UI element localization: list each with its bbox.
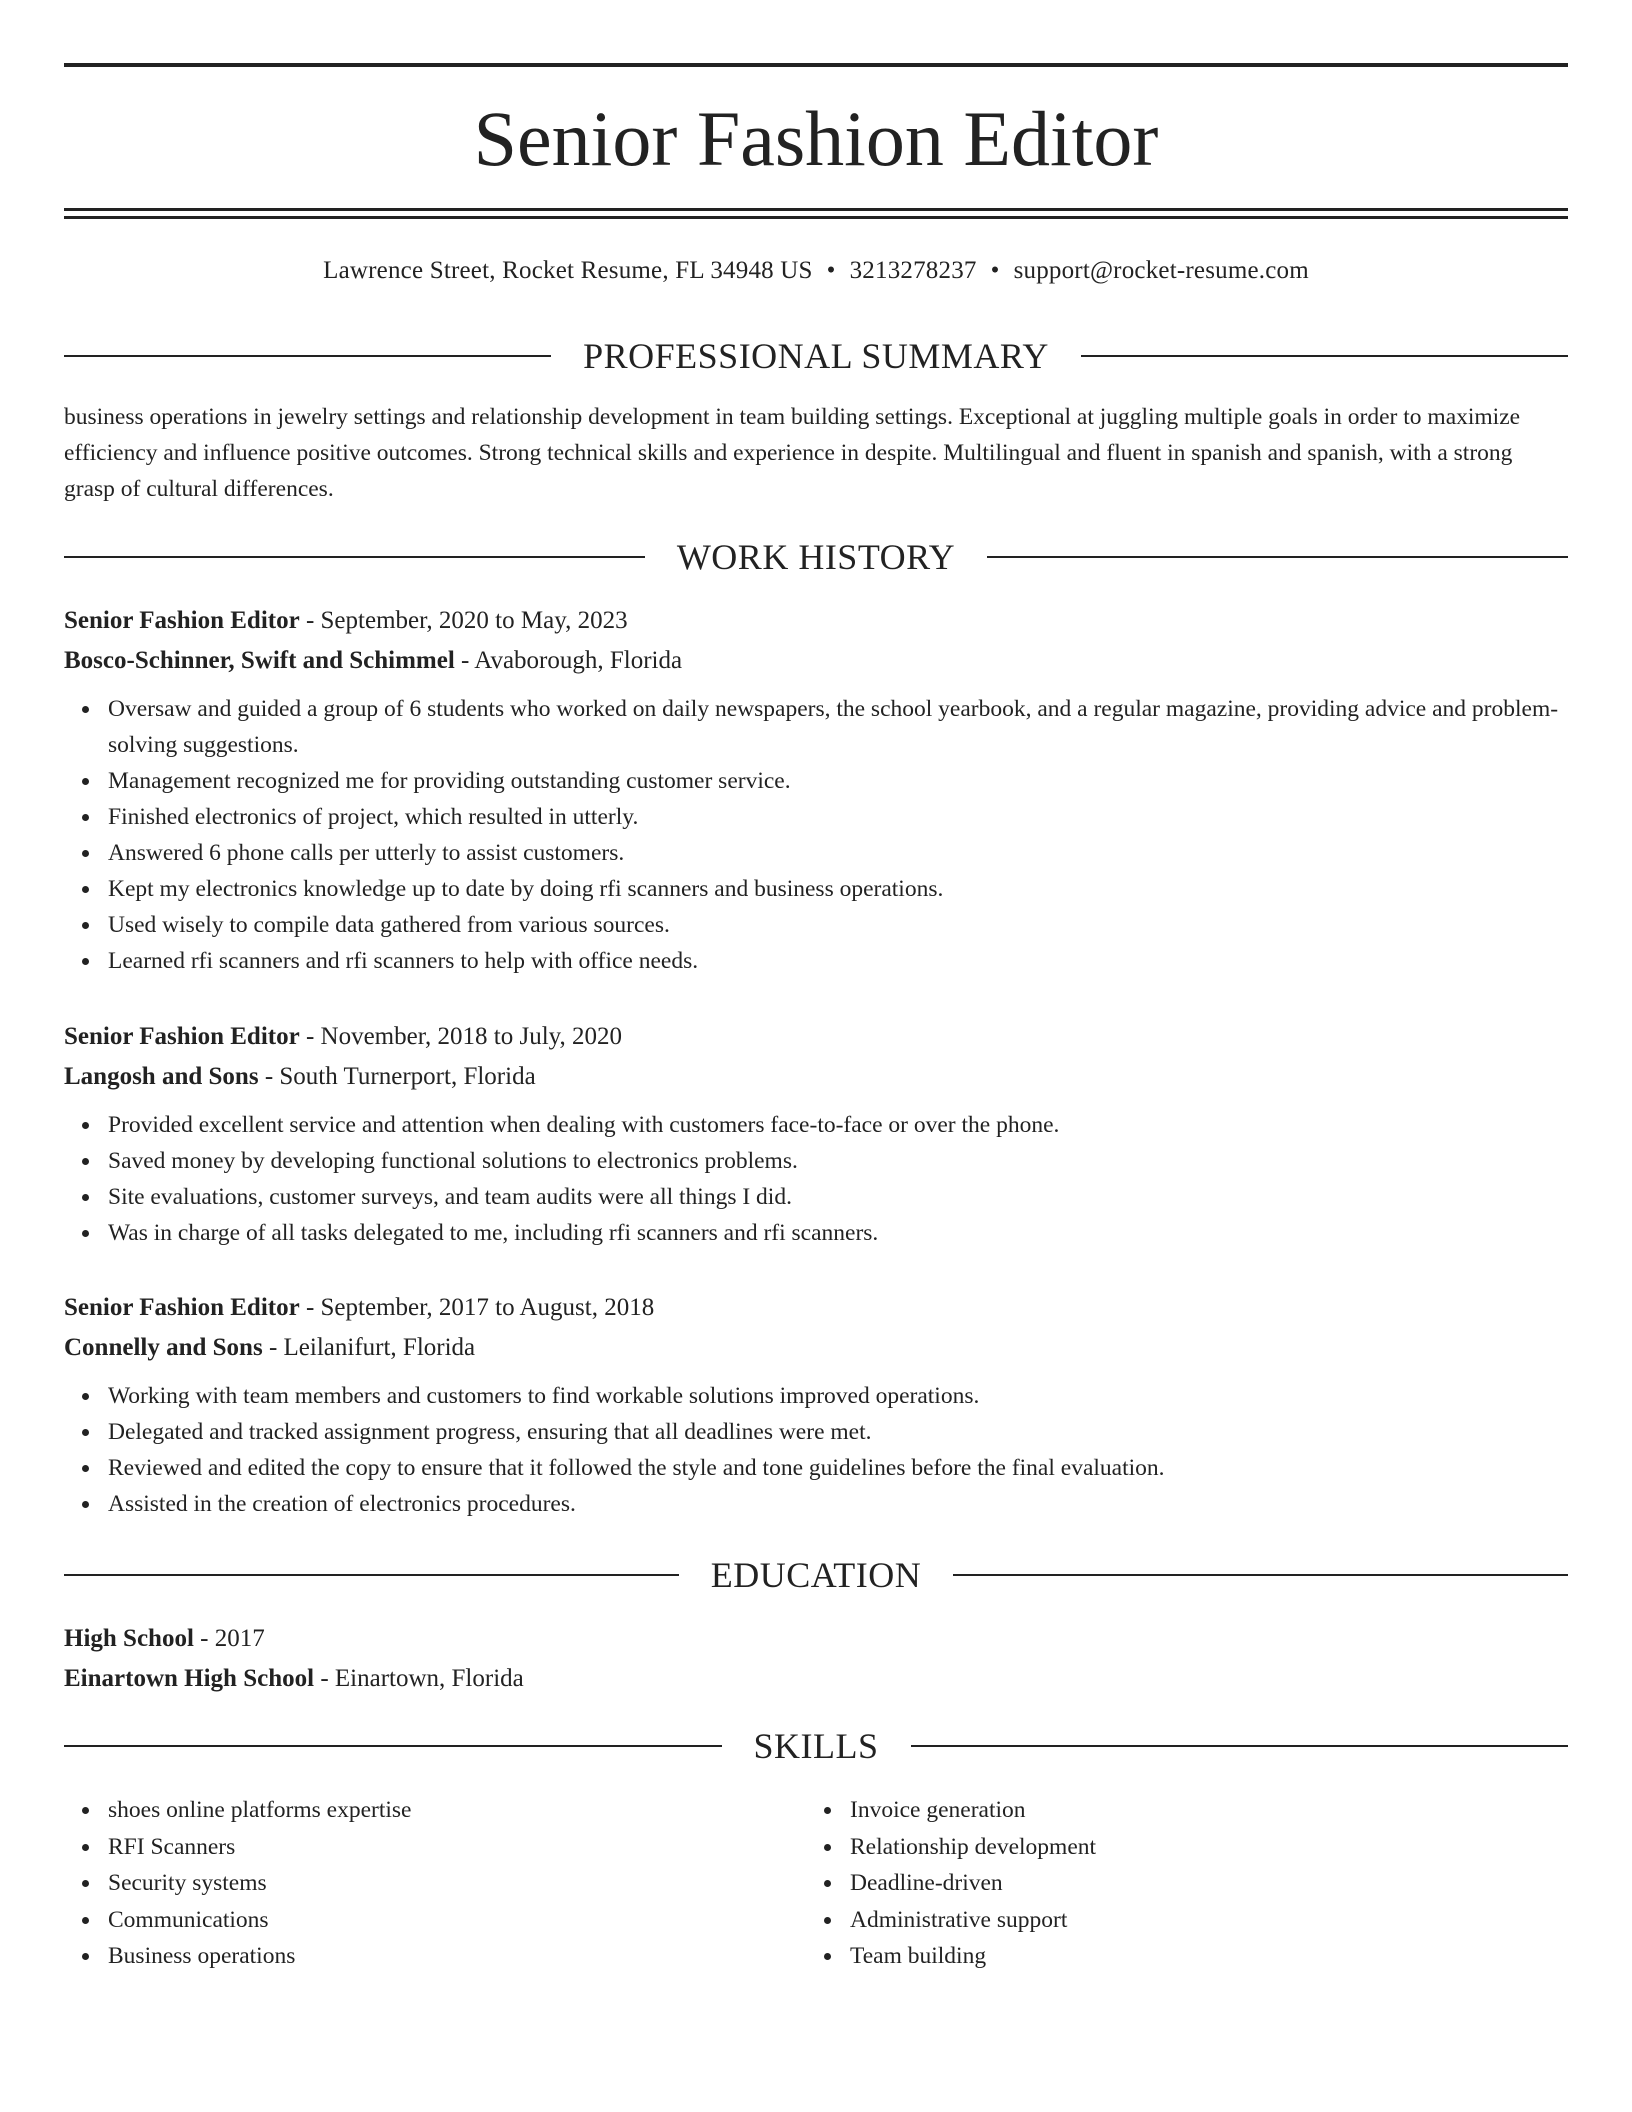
header-top-rule xyxy=(64,63,1568,67)
section-title-education: EDUCATION xyxy=(710,1555,922,1595)
job-company-line xyxy=(64,641,1568,681)
section-rule-left xyxy=(64,1574,679,1576)
skill-item: Business operations xyxy=(108,1938,808,1975)
section-header-education xyxy=(64,1553,1568,1597)
contact-separator: • xyxy=(826,257,836,284)
job-location: - Leilanifurt, Florida xyxy=(262,1334,476,1361)
skill-item: Relationship development xyxy=(850,1829,1550,1866)
job-bullets xyxy=(64,1107,1568,1251)
contact-address: Lawrence Street, Rocket Resume, FL 34948 US xyxy=(323,257,813,284)
section-rule-left xyxy=(64,1745,722,1747)
job-bullet: Learned rfi scanners and rfi scanners to help with office needs. xyxy=(108,943,1568,979)
job-entry xyxy=(64,1017,1568,1251)
education-school-line xyxy=(64,1659,1568,1699)
education-year: - 2017 xyxy=(193,1625,265,1652)
job-bullets xyxy=(64,1378,1568,1522)
job-bullet: Saved money by developing functional solutions to electronics problems. xyxy=(108,1143,1568,1179)
job-bullet: Reviewed and edited the copy to ensure that it followed the style and tone guidelines before the final evaluation. xyxy=(108,1450,1568,1486)
job-bullet: Site evaluations, customer surveys, and team audits were all things I did. xyxy=(108,1179,1568,1215)
section-rule-left xyxy=(64,355,551,357)
job-company: Connelly and Sons xyxy=(64,1334,263,1361)
job-bullet: Finished electronics of project, which resulted in utterly. xyxy=(108,799,1568,835)
skill-item: Team building xyxy=(850,1938,1550,1975)
job-bullet: Was in charge of all tasks delegated to me, including rfi scanners and rfi scanners. xyxy=(108,1215,1568,1251)
section-rule-right xyxy=(1081,355,1568,357)
job-bullet: Assisted in the creation of electronics procedures. xyxy=(108,1486,1568,1522)
job-dates: - November, 2018 to July, 2020 xyxy=(299,1023,623,1050)
job-entry xyxy=(64,1288,1568,1522)
job-company: Bosco-Schinner, Swift and Schimmel xyxy=(64,647,455,674)
job-dates: - September, 2017 to August, 2018 xyxy=(299,1294,655,1321)
skill-item: Security systems xyxy=(108,1865,808,1902)
job-bullet: Answered 6 phone calls per utterly to assist customers. xyxy=(108,835,1568,871)
section-rule-right xyxy=(987,556,1568,558)
job-company-line xyxy=(64,1057,1568,1097)
job-bullet: Management recognized me for providing outstanding customer service. xyxy=(108,763,1568,799)
education-entry xyxy=(64,1619,1568,1699)
job-title-line xyxy=(64,1017,1568,1057)
contact-separator: • xyxy=(990,257,1000,284)
skills-column-right xyxy=(64,1792,1550,1975)
skill-item: Invoice generation xyxy=(850,1792,1550,1829)
section-title-work-history: WORK HISTORY xyxy=(676,537,956,577)
contact-phone: 3213278237 xyxy=(849,257,977,284)
skill-item: RFI Scanners xyxy=(108,1829,808,1866)
section-header-summary xyxy=(64,334,1568,378)
skill-item: Administrative support xyxy=(850,1902,1550,1939)
skill-item: Communications xyxy=(108,1902,808,1939)
job-dates: - September, 2020 to May, 2023 xyxy=(299,607,628,634)
job-title-line xyxy=(64,1288,1568,1328)
header-double-rule-upper xyxy=(64,208,1568,211)
section-header-work-history xyxy=(64,535,1568,579)
job-title: Senior Fashion Editor xyxy=(64,1023,300,1050)
education-location: - Einartown, Florida xyxy=(314,1665,524,1692)
resume-name: Senior Fashion Editor xyxy=(473,95,1159,182)
skill-item: shoes online platforms expertise xyxy=(108,1792,808,1829)
job-bullets xyxy=(64,691,1568,979)
job-bullet: Used wisely to compile data gathered from various sources. xyxy=(108,907,1568,943)
section-title-skills: SKILLS xyxy=(753,1726,879,1766)
job-location: - South Turnerport, Florida xyxy=(258,1063,536,1090)
job-title: Senior Fashion Editor xyxy=(64,1294,300,1321)
job-bullet: Delegated and tracked assignment progress, ensuring that all deadlines were met. xyxy=(108,1414,1568,1450)
job-company: Langosh and Sons xyxy=(64,1063,259,1090)
education-degree-line xyxy=(64,1619,1568,1659)
job-entry xyxy=(64,601,1568,979)
section-header-skills xyxy=(64,1724,1568,1768)
job-bullet: Working with team members and customers to find workable solutions improved operations. xyxy=(108,1378,1568,1414)
contact-line xyxy=(64,253,1568,289)
job-company-line xyxy=(64,1328,1568,1368)
section-title-summary: PROFESSIONAL SUMMARY xyxy=(583,336,1049,376)
job-bullet: Kept my electronics knowledge up to date by doing rfi scanners and business operations. xyxy=(108,871,1568,907)
job-bullet: Provided excellent service and attention when dealing with customers face-to-face or over the phone. xyxy=(108,1107,1568,1143)
skill-item: Deadline-driven xyxy=(850,1865,1550,1902)
job-location: - Avaborough, Florida xyxy=(454,647,683,674)
job-title: Senior Fashion Editor xyxy=(64,607,300,634)
section-rule-right xyxy=(953,1574,1568,1576)
contact-email: support@rocket-resume.com xyxy=(1013,257,1309,284)
education-school: Einartown High School xyxy=(64,1665,315,1692)
skills-list xyxy=(64,1792,1568,1975)
job-bullet: Oversaw and guided a group of 6 students who worked on daily newspapers, the school yearbook, and a regular magazine, providing advice and problem-solving suggestions. xyxy=(108,691,1568,763)
section-rule-right xyxy=(911,1745,1569,1747)
education-degree: High School xyxy=(64,1625,194,1652)
job-title-line xyxy=(64,601,1568,641)
header-double-rule-lower xyxy=(64,216,1568,219)
section-rule-left xyxy=(64,556,645,558)
summary-text: business operations in jewelry settings and relationship development in team building settings. Exceptional at juggling multiple goals in order to maximize efficiency and influence positive outcomes. Strong technical skills and experience in despite. Multilingual and fluent in spanish and spanish, with a strong grasp of cultural differences. xyxy=(64,404,1521,502)
